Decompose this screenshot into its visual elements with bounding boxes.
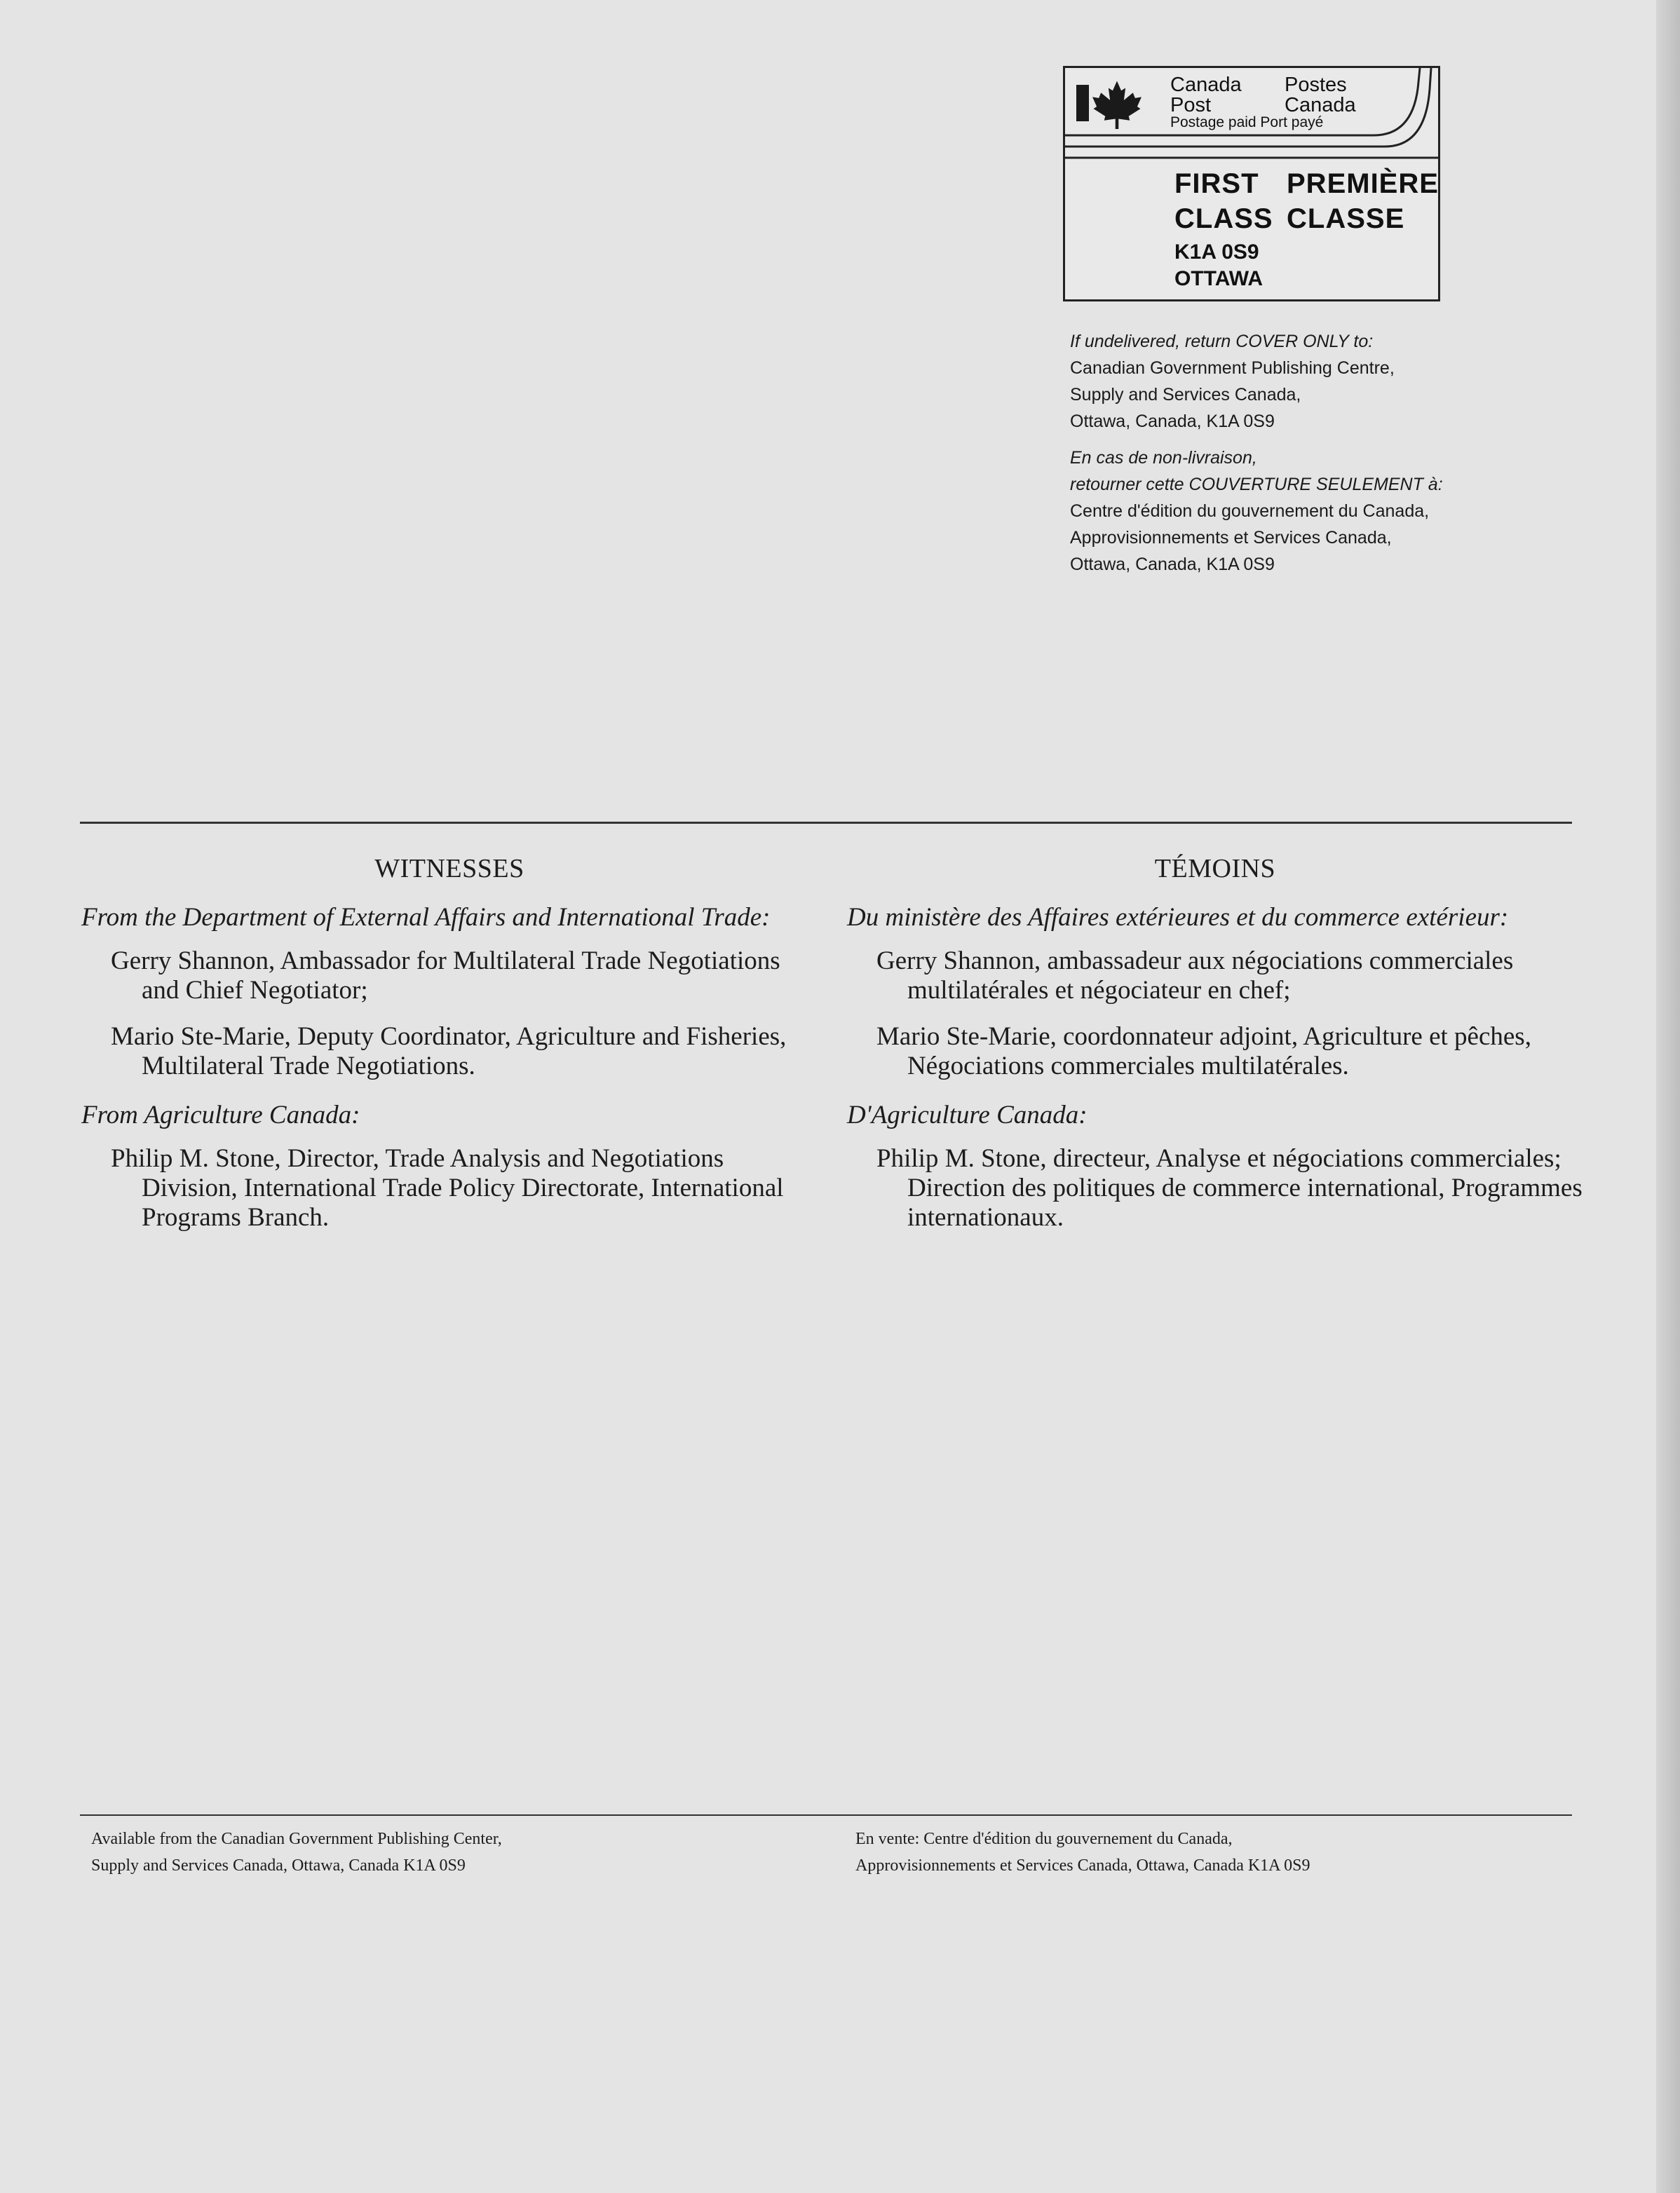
return-en-line1: If undelivered, return COVER ONLY to: bbox=[1070, 332, 1374, 351]
canada-en-text: Canada bbox=[1170, 74, 1242, 96]
return-en-line4: Ottawa, Canada, K1A 0S9 bbox=[1070, 412, 1275, 431]
class-row-class bbox=[1174, 203, 1405, 235]
witness-shannon-en: Gerry Shannon, Ambassador for Multilateral Trade Negotiations and Chief Negotiator; bbox=[111, 946, 780, 1005]
footer-en-line2: Supply and Services Canada, Ottawa, Canada K1A 0S9 bbox=[91, 1856, 466, 1875]
witness-ste-marie-en: Mario Ste-Marie, Deputy Coordinator, Agriculture and Fisheries, Multilateral Trade Negotiations. bbox=[111, 1022, 787, 1080]
dept-external-affairs-en: From the Department of External Affairs and International Trade: bbox=[81, 903, 771, 932]
bottom-divider bbox=[80, 1814, 1572, 1816]
return-fr-line1: En cas de non-livraison, bbox=[1070, 448, 1257, 468]
first-text: FIRST bbox=[1174, 168, 1259, 199]
witness-ste-marie-fr: Mario Ste-Marie, coordonnateur adjoint, Agriculture et pêches, Négociations commerciales multilatérales. bbox=[876, 1022, 1531, 1080]
witness-shannon-fr: Gerry Shannon, ambassadeur aux négociations commerciales multilatérales et négociateur en chef; bbox=[876, 946, 1514, 1005]
footer-fr-line2: Approvisionnements et Services Canada, Ottawa, Canada K1A 0S9 bbox=[855, 1856, 1310, 1875]
premiere-text: PREMIÈRE bbox=[1287, 168, 1439, 199]
return-en-line2: Canadian Government Publishing Centre, bbox=[1070, 358, 1395, 378]
return-fr-line5: Ottawa, Canada, K1A 0S9 bbox=[1070, 555, 1275, 574]
class-row-first bbox=[1174, 168, 1439, 200]
indicia-swoosh-lines bbox=[1065, 68, 1438, 159]
postes-fr-text: Postes bbox=[1285, 74, 1347, 96]
footer-french bbox=[855, 1826, 1310, 1879]
postal-indicia bbox=[1063, 66, 1440, 301]
witnesses-english-column bbox=[81, 848, 818, 1233]
return-fr-line4: Approvisionnements et Services Canada, bbox=[1070, 528, 1392, 548]
post-en-text: Post bbox=[1170, 94, 1212, 116]
postal-city: OTTAWA bbox=[1174, 267, 1264, 290]
return-en-line3: Supply and Services Canada, bbox=[1070, 385, 1301, 405]
witnesses-french-column bbox=[847, 848, 1583, 1233]
dept-external-affairs-fr: Du ministère des Affaires extérieures et du commerce extérieur: bbox=[847, 903, 1509, 932]
class-en-text: CLASS bbox=[1174, 203, 1273, 234]
footer-en-line1: Available from the Canadian Government Publishing Center, bbox=[91, 1830, 502, 1848]
footer-english bbox=[91, 1826, 502, 1879]
return-fr-line3: Centre d'édition du gouvernement du Canada, bbox=[1070, 501, 1430, 521]
page-edge-shadow bbox=[1656, 0, 1680, 2193]
classe-fr-text: CLASSE bbox=[1287, 203, 1405, 234]
witness-stone-en: Philip M. Stone, Director, Trade Analysis and Negotiations Division, International Trade Policy Directorate, International Programs Branch. bbox=[111, 1144, 784, 1232]
temoins-heading: TÉMOINS bbox=[1154, 854, 1276, 883]
footer-fr-line1: En vente: Centre d'édition du gouvernement du Canada, bbox=[855, 1830, 1233, 1848]
dept-agriculture-fr: D'Agriculture Canada: bbox=[847, 1101, 1088, 1129]
witness-stone-fr: Philip M. Stone, directeur, Analyse et négociations commerciales; Direction des politiques de commerce international, Programmes internationaux. bbox=[876, 1144, 1583, 1232]
return-fr-line2: retourner cette COUVERTURE SEULEMENT à: bbox=[1070, 475, 1443, 494]
postage-paid-text: Postage paid Port payé bbox=[1170, 114, 1324, 130]
top-divider bbox=[80, 822, 1572, 824]
return-address bbox=[1070, 328, 1443, 578]
canada-fr-text: Canada bbox=[1285, 94, 1356, 116]
dept-agriculture-en: From Agriculture Canada: bbox=[81, 1101, 360, 1129]
indicia-header bbox=[1065, 68, 1438, 152]
witnesses-heading: WITNESSES bbox=[374, 854, 524, 883]
postal-code: K1A 0S9 bbox=[1174, 240, 1259, 264]
